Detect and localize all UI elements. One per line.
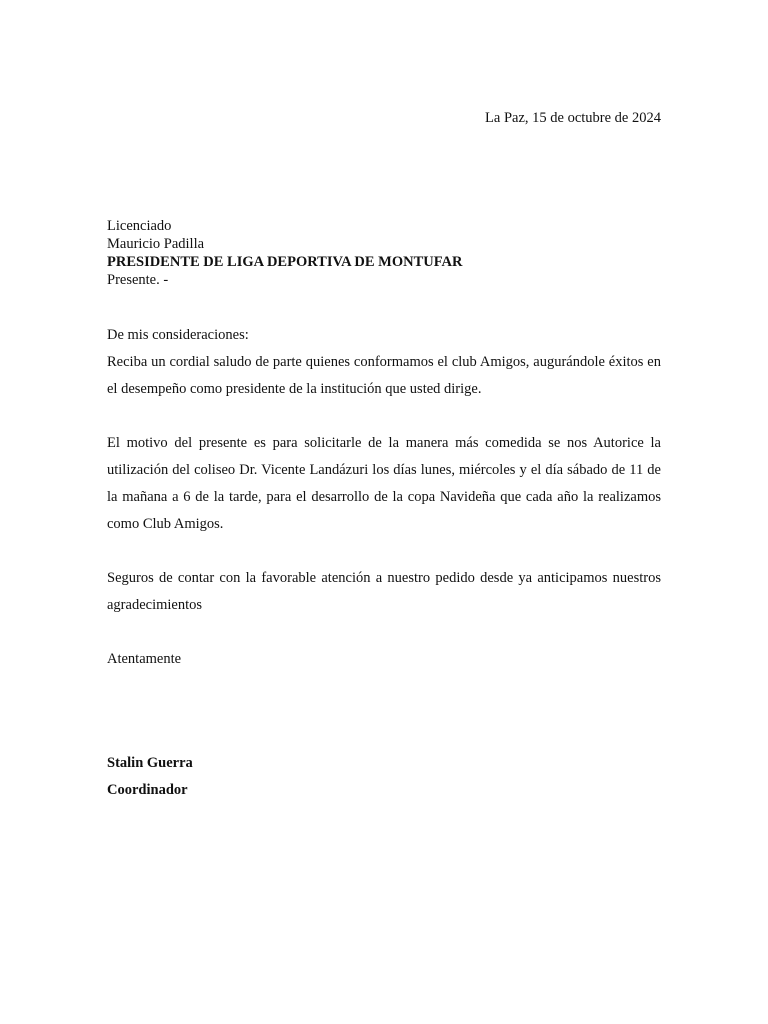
signature-name: Stalin Guerra bbox=[107, 755, 193, 771]
recipient-position: PRESIDENTE DE LIGA DEPORTIVA DE MONTUFAR bbox=[107, 254, 463, 270]
signature-block bbox=[107, 750, 193, 804]
paragraph-2: El motivo del presente es para solicitarle de la manera más comedida se nos Autorice la utilización del coliseo Dr. Vicente Landázuri los días lunes, miércoles y el día sábado de 11 de la mañana a 6 de la tarde, para el desarrollo de la copa Navideña que cada año la realizamos como Club Amigos. bbox=[107, 435, 661, 532]
recipient-presente: Presente. - bbox=[107, 272, 169, 288]
paragraph-1: Reciba un cordial saludo de parte quienes conformamos el club Amigos, augurándole éxitos en el desempeño como presidente de la institución que usted dirige. bbox=[107, 354, 661, 397]
recipient-block bbox=[107, 217, 462, 289]
greeting: De mis consideraciones: bbox=[107, 327, 249, 343]
closing: Atentamente bbox=[107, 651, 182, 667]
recipient-title: Licenciado bbox=[107, 218, 172, 234]
letter-body bbox=[107, 322, 661, 673]
paragraph-3: Seguros de contar con la favorable atención a nuestro pedido desde ya anticipamos nuestros agradecimientos bbox=[107, 570, 661, 613]
recipient-name: Mauricio Padilla bbox=[107, 236, 205, 252]
signature-role: Coordinador bbox=[107, 782, 188, 798]
letter-date: La Paz, 15 de octubre de 2024 bbox=[485, 110, 661, 126]
